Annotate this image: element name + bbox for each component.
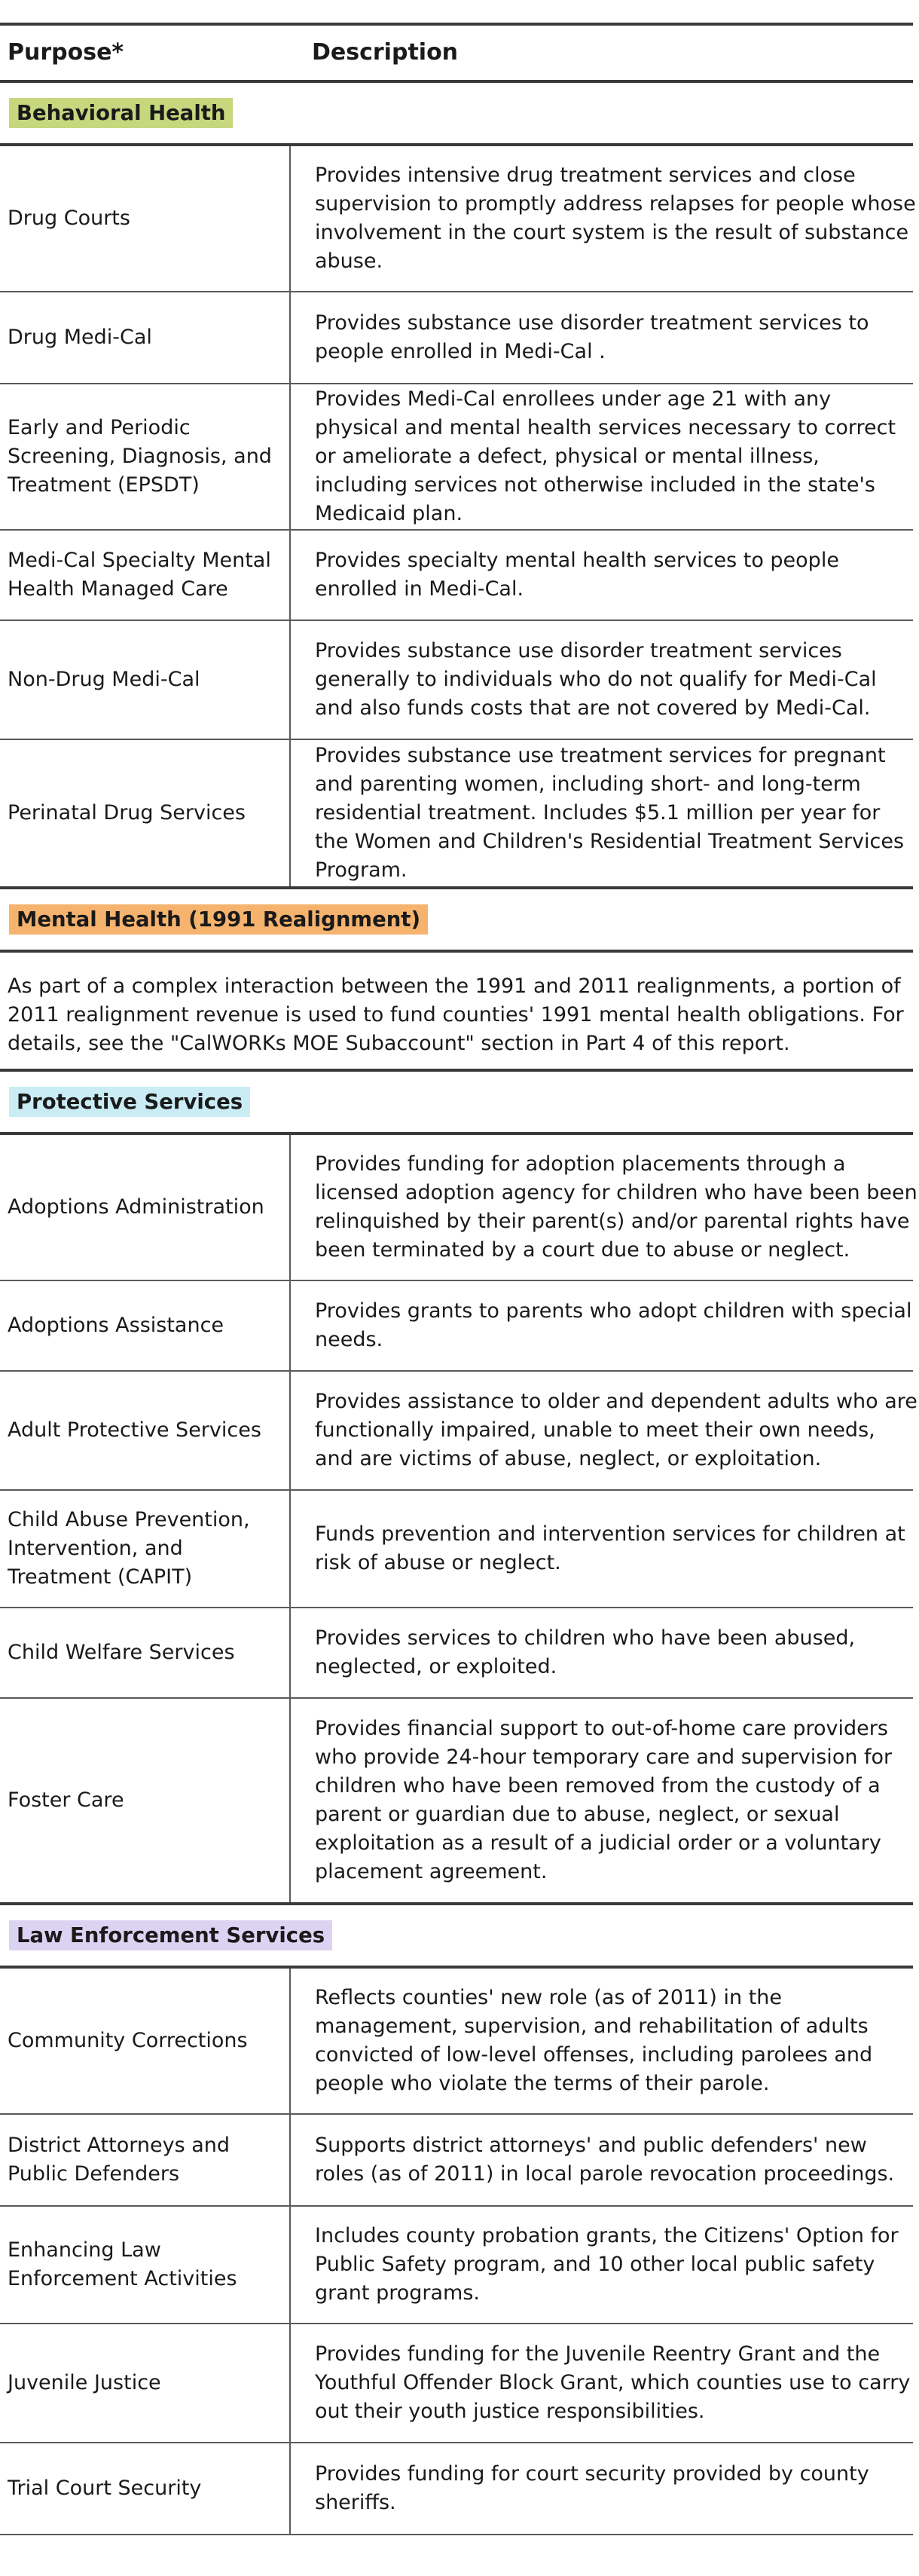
row-purpose: Child Welfare Services xyxy=(8,1641,235,1664)
row-purpose: Drug Courts xyxy=(8,207,130,230)
row-description: Provides services to children who have been abused, neglected, or exploited. xyxy=(315,1626,856,1678)
table-top-rule xyxy=(0,23,913,26)
row-purpose: Drug Medi-Cal xyxy=(8,326,152,349)
table-bottom-rule xyxy=(0,2534,913,2535)
section-bottom-rule xyxy=(0,1069,913,1072)
row-description: Provides funding for adoption placements through a licensed adoption agency for children who have been been relinquished by their parent(s) and/or parental rights have been terminated by a court due to abuse or neglect. xyxy=(315,1152,917,1262)
row-description: Provides substance use disorder treatment services generally to individuals who do not qualify for Medi-Cal and also funds costs that are not covered by Medi-Cal. xyxy=(315,639,877,720)
row-purpose: Perinatal Drug Services xyxy=(8,801,246,825)
row-description: Supports district attorneys' and public defenders' new roles (as of 2011) in local parole revocation proceedings. xyxy=(315,2134,895,2186)
row-purpose: Non-Drug Medi-Cal xyxy=(8,668,200,691)
row-description: Includes county probation grants, the Citizens' Option for Public Safety program, and 10 other local public safety grant programs. xyxy=(315,2224,899,2305)
column-divider xyxy=(289,146,291,886)
row-description: Reflects counties' new role (as of 2011) in the management, supervision, and rehabilitation of adults convicted of low-level offenses, including parolees and people who violate the terms of their parole. xyxy=(315,1986,873,2095)
row-description: Provides substance use disorder treatment services to people enrolled in Medi-Cal . xyxy=(315,311,869,363)
mental-health-note: As part of a complex interaction between the 1991 and 2011 realignments, a portion of 2011 realignment revenue is used to fund counties' 1991 mental health obligations. For details, see the "CalWORKs MOE Subaccount" section in Part 4 of this report. xyxy=(8,974,904,1055)
row-purpose: Trial Court Security xyxy=(8,2477,202,2500)
section-label-behavioral-health: Behavioral Health xyxy=(9,98,233,128)
row-purpose: Child Abuse Prevention, Intervention, and Treatment (CAPIT) xyxy=(8,1508,250,1589)
row-purpose: Community Corrections xyxy=(8,2029,248,2052)
row-purpose: Enhancing Law Enforcement Activities xyxy=(8,2238,237,2290)
row-purpose: Adoptions Administration xyxy=(8,1195,264,1219)
row-purpose: District Attorneys and Public Defenders xyxy=(8,2134,231,2186)
row-description: Funds prevention and intervention services for children at risk of abuse or neglect. xyxy=(315,1522,905,1574)
row-purpose: Adoptions Assistance xyxy=(8,1314,224,1337)
column-divider xyxy=(289,1135,291,1902)
row-description: Provides specialty mental health services to people enrolled in Medi-Cal. xyxy=(315,549,839,601)
section-label-mental-health: Mental Health (1991 Realignment) xyxy=(9,904,428,935)
row-purpose: Juvenile Justice xyxy=(8,2371,161,2394)
row-purpose: Foster Care xyxy=(8,1788,124,1812)
row-description: Provides assistance to older and dependent adults who are functionally impaired, unable to meet their own needs, and are victims of abuse, neglect, or exploitation. xyxy=(315,1390,917,1470)
row-purpose: Adult Protective Services xyxy=(8,1418,261,1442)
section-label-law-enforcement-services: Law Enforcement Services xyxy=(9,1920,332,1950)
section-rule xyxy=(0,950,913,953)
row-description: Provides funding for court security provided by county sheriffs. xyxy=(315,2462,869,2514)
row-description: Provides intensive drug treatment services and close supervision to promptly address relapses for people whose involvement in the court system is the result of substance abuse. xyxy=(315,164,916,273)
header-bottom-rule xyxy=(0,80,913,83)
description-column-header: Description xyxy=(312,39,459,66)
purpose-column-header: Purpose* xyxy=(8,39,124,66)
section-bottom-rule xyxy=(0,886,913,889)
row-purpose: Medi-Cal Specialty Mental Health Managed Care xyxy=(8,549,271,601)
section-label-protective-services: Protective Services xyxy=(9,1087,250,1117)
column-divider xyxy=(289,1969,291,2534)
row-description: Provides grants to parents who adopt children with special needs. xyxy=(315,1299,912,1351)
row-purpose: Early and Periodic Screening, Diagnosis, and Treatment (EPSDT) xyxy=(8,416,272,497)
row-description: Provides funding for the Juvenile Reentry Grant and the Youthful Offender Block Grant, which counties use to carry out their youth justice responsibilities. xyxy=(315,2342,911,2423)
row-description: Provides substance use treatment services for pregnant and parenting women, including short- and long-term residential treatment. Includes $5.1 million per year for the Women and Children's Residential Treatment Services Program. xyxy=(315,744,905,882)
row-description: Provides financial support to out-of-home care providers who provide 24-hour temporary care and supervision for children who have been removed from the custody of a parent or guardian due to abuse, neglect, or sexual exploitation as a result of a judicial order or a voluntary placement agreement. xyxy=(315,1717,893,1883)
section-bottom-rule xyxy=(0,1902,913,1905)
row-description: Provides Medi-Cal enrollees under age 21 with any physical and mental health services necessary to correct or ameliorate a defect, physical or mental illness, including services not otherwise included in the state's Medicaid plan. xyxy=(315,387,896,525)
